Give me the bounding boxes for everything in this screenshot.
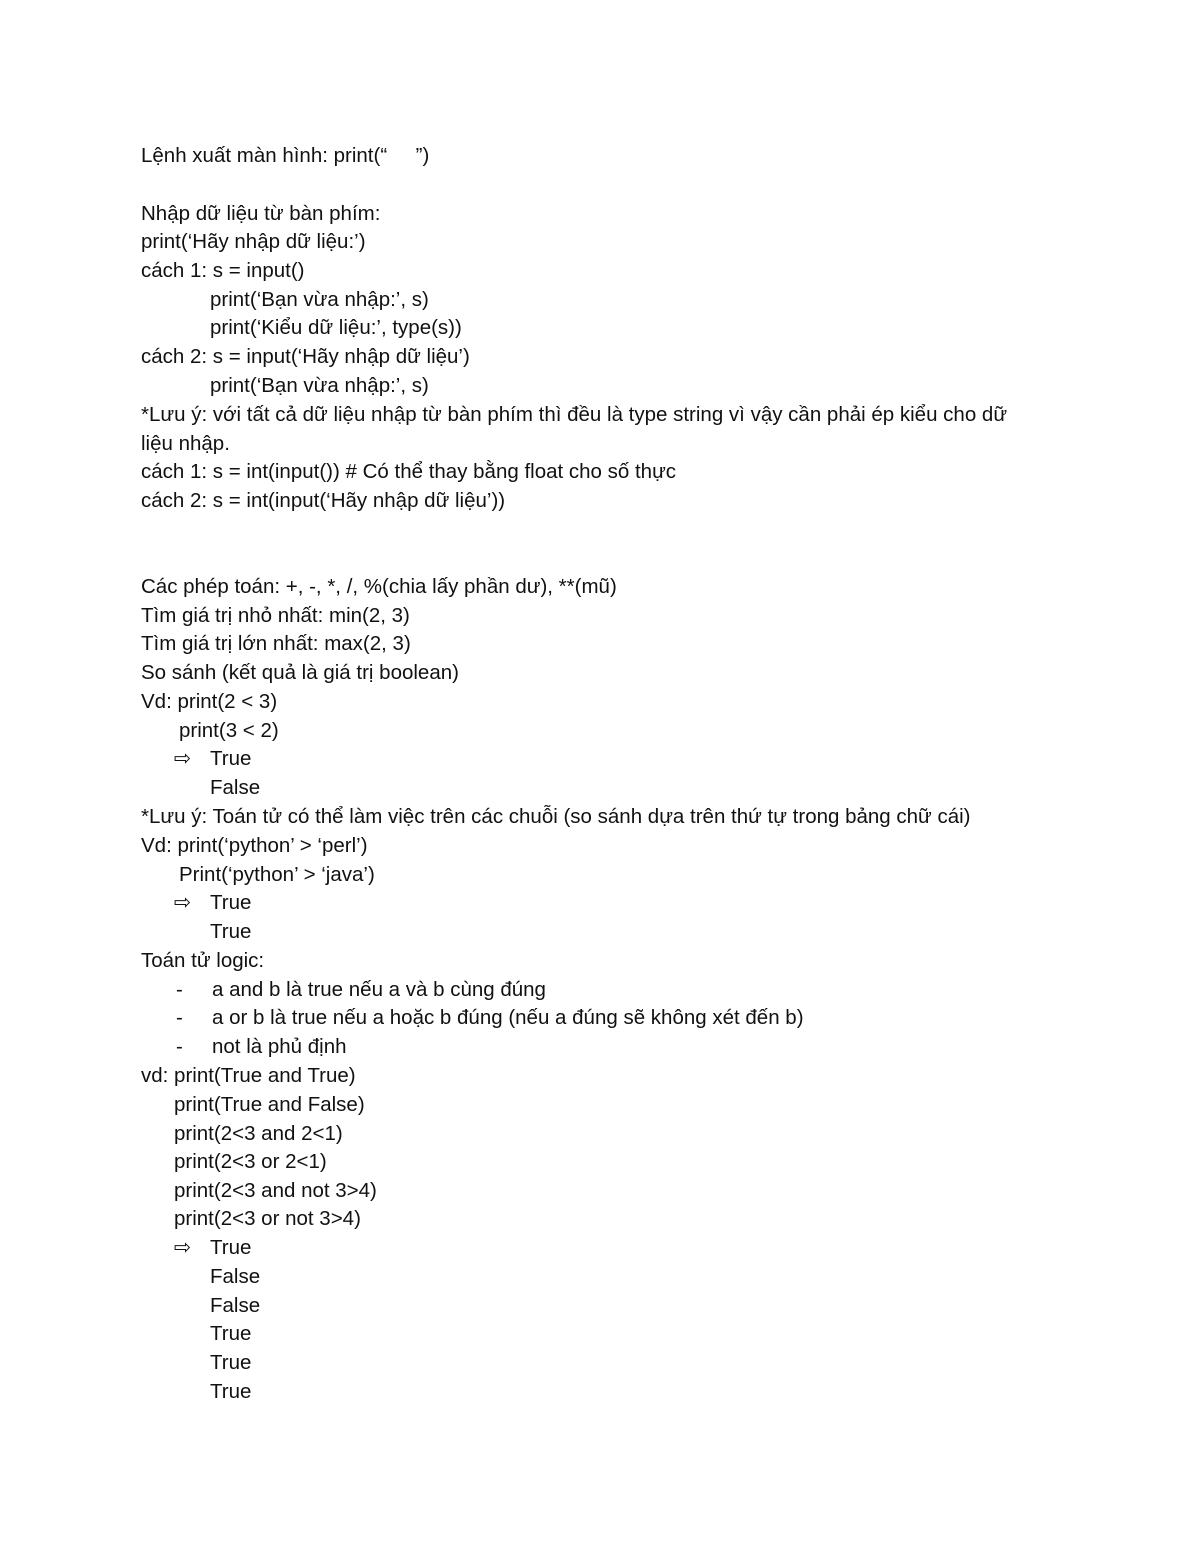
line-note: *Lưu ý: với tất cả dữ liệu nhập từ bàn phím thì đều là type string vì vậy cần phải ép kiểu cho dữ bbox=[141, 403, 1008, 426]
line-code: print(2<3 or not 3>4) bbox=[174, 1207, 361, 1230]
list-item-text: a or b là true nếu a hoặc b đúng (nếu a đúng sẽ không xét đến b) bbox=[212, 1006, 804, 1029]
arrow-icon: ⇨ bbox=[174, 1236, 192, 1259]
result-value: True bbox=[210, 1322, 252, 1345]
result-value: False bbox=[210, 1265, 261, 1288]
dash-bullet: - bbox=[176, 1006, 183, 1029]
line-code: print(2<3 or 2<1) bbox=[174, 1150, 327, 1173]
result-line bbox=[174, 889, 251, 917]
list-item bbox=[176, 976, 546, 1004]
line-max: Tìm giá trị lớn nhất: max(2, 3) bbox=[141, 632, 411, 655]
line-code: cách 1: s = int(input()) # Có thể thay bằng float cho số thực bbox=[141, 460, 677, 483]
arrow-icon: ⇨ bbox=[174, 891, 192, 914]
list-item-text: a and b là true nếu a và b cùng đúng bbox=[212, 978, 546, 1001]
result-value: True bbox=[210, 891, 252, 914]
line-code: print(‘Bạn vừa nhập:’, s) bbox=[210, 288, 429, 311]
line-code: print(‘Hãy nhập dữ liệu:’) bbox=[141, 230, 366, 253]
dash-bullet: - bbox=[176, 978, 183, 1001]
line-note: *Lưu ý: Toán tử có thể làm việc trên các chuỗi (so sánh dựa trên thứ tự trong bảng chữ cái) bbox=[141, 805, 971, 828]
line-code: cách 2: s = input(‘Hãy nhập dữ liệu’) bbox=[141, 345, 470, 368]
line-code: print(2<3 and 2<1) bbox=[174, 1122, 343, 1145]
line-code: print(3 < 2) bbox=[179, 719, 279, 742]
line-input-heading: Nhập dữ liệu từ bàn phím: bbox=[141, 202, 381, 225]
result-value: True bbox=[210, 747, 252, 770]
line-min: Tìm giá trị nhỏ nhất: min(2, 3) bbox=[141, 604, 410, 627]
line-code: print(‘Kiểu dữ liệu:’, type(s)) bbox=[210, 316, 462, 339]
line-code: cách 1: s = input() bbox=[141, 259, 305, 282]
line-note: liệu nhập. bbox=[141, 432, 230, 455]
line-code: print(2<3 and not 3>4) bbox=[174, 1179, 377, 1202]
line-code: vd: print(True and True) bbox=[141, 1064, 356, 1087]
result-value: False bbox=[210, 1294, 261, 1317]
result-line bbox=[174, 1234, 251, 1262]
line-code: cách 2: s = int(input(‘Hãy nhập dữ liệu’)) bbox=[141, 489, 506, 512]
line-logic-heading: Toán tử logic: bbox=[141, 949, 265, 972]
dash-bullet: - bbox=[176, 1035, 183, 1058]
list-item bbox=[176, 1033, 347, 1061]
line-code: print(‘Bạn vừa nhập:’, s) bbox=[210, 374, 429, 397]
result-line bbox=[174, 745, 251, 773]
line-code: Print(‘python’ > ‘java’) bbox=[179, 863, 375, 886]
result-value: False bbox=[210, 776, 261, 799]
line-compare: So sánh (kết quả là giá trị boolean) bbox=[141, 661, 459, 684]
result-value: True bbox=[210, 920, 252, 943]
line-print-intro: Lệnh xuất màn hình: print(“ ”) bbox=[141, 144, 430, 167]
list-item bbox=[176, 1004, 804, 1032]
result-value: True bbox=[210, 1380, 252, 1403]
line-operators: Các phép toán: +, -, *, /, %(chia lấy phần dư), **(mũ) bbox=[141, 575, 617, 598]
line-code: Vd: print(2 < 3) bbox=[141, 690, 278, 713]
result-value: True bbox=[210, 1351, 252, 1374]
result-value: True bbox=[210, 1236, 252, 1259]
list-item-text: not là phủ định bbox=[212, 1035, 347, 1058]
line-code: Vd: print(‘python’ > ‘perl’) bbox=[141, 834, 368, 857]
line-code: print(True and False) bbox=[174, 1093, 365, 1116]
arrow-icon: ⇨ bbox=[174, 747, 192, 770]
